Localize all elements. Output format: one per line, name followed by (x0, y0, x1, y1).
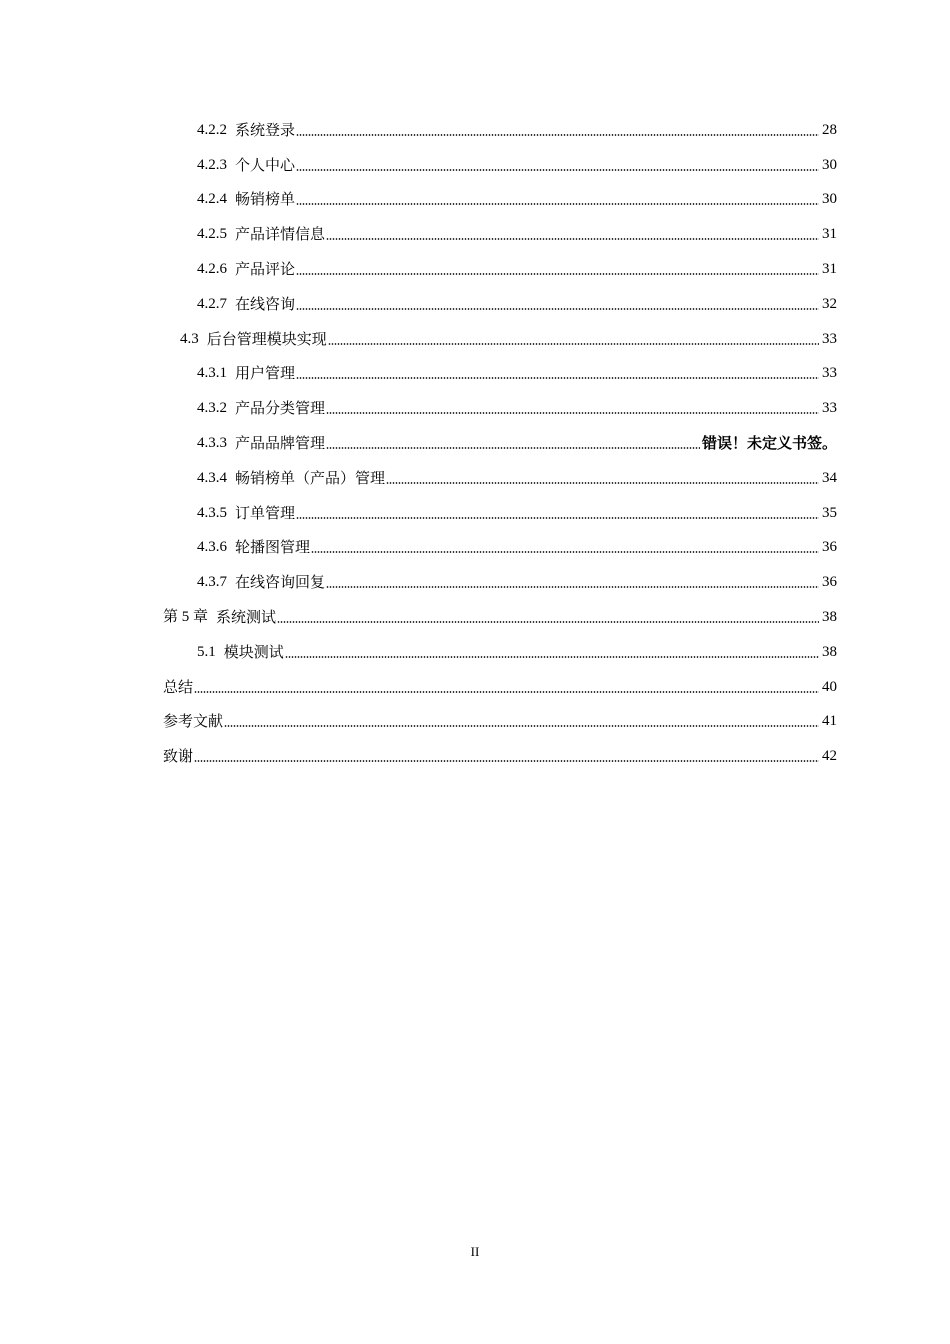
toc-entry-title: 产品评论 (235, 259, 296, 278)
toc-entry[interactable] (163, 667, 837, 702)
toc-entry-page: 40 (822, 678, 837, 695)
toc-entry[interactable] (163, 423, 837, 458)
toc-entry-title: 订单管理 (235, 503, 296, 522)
dot-leader (277, 621, 819, 623)
toc-entry-page: 31 (822, 226, 837, 243)
toc-entry-page: 30 (822, 191, 837, 208)
toc-entry[interactable] (163, 632, 837, 667)
toc-entry-number: 4.3.1 (197, 365, 227, 382)
toc-entry-page: 36 (822, 574, 837, 591)
toc-entry-number: 4.3.7 (197, 574, 227, 591)
toc-entry-page: 28 (822, 121, 837, 138)
toc-entry[interactable] (163, 180, 837, 215)
dot-leader (296, 308, 819, 310)
dot-leader (296, 273, 819, 275)
toc-entry-number: 4.3.4 (197, 469, 227, 486)
dot-leader (296, 377, 819, 379)
dot-leader (326, 586, 819, 588)
toc-entry-page: 38 (822, 608, 837, 625)
toc-entry-title: 模块测试 (223, 642, 284, 661)
dot-leader (326, 447, 700, 449)
toc-entry-page: 31 (822, 260, 837, 277)
toc-entry-title: 畅销榜单 (235, 190, 296, 209)
dot-leader (194, 691, 819, 693)
dot-leader (296, 517, 819, 519)
toc-entry-number: 4.3.2 (197, 400, 227, 417)
toc-entry-title: 后台管理模块实现 (206, 329, 327, 348)
toc-entry[interactable] (163, 110, 837, 145)
toc-entry[interactable] (163, 319, 837, 354)
toc-entry-number: 4.2.5 (197, 226, 227, 243)
toc-entry-title: 畅销榜单（产品）管理 (235, 468, 386, 487)
toc-entry-number: 4.2.2 (197, 121, 227, 138)
toc-entry-number: 4.3.6 (197, 539, 227, 556)
toc-entry[interactable] (163, 736, 837, 771)
dot-leader (386, 482, 819, 484)
toc-entry[interactable] (163, 284, 837, 319)
toc-entry-number: 4.3.5 (197, 504, 227, 521)
toc-entry-title: 总结 (163, 677, 194, 696)
toc-entry-error: 错误！未定义书签。 (701, 433, 837, 452)
toc-entry-number: 4.2.6 (197, 260, 227, 277)
toc-entry-page: 35 (822, 504, 837, 521)
toc-entry-page: 41 (822, 713, 837, 730)
toc-entry-title: 个人中心 (235, 155, 296, 174)
toc-entry-page: 33 (822, 330, 837, 347)
page-number: II (470, 1244, 480, 1259)
toc-entry[interactable] (163, 702, 837, 737)
toc-entry[interactable] (163, 214, 837, 249)
dot-leader (296, 203, 819, 205)
toc-entry[interactable] (163, 493, 837, 528)
toc-entry-number: 4.2.7 (197, 295, 227, 312)
toc-entry-title: 在线咨询 (235, 294, 296, 313)
toc-entry[interactable] (163, 354, 837, 389)
toc-entry-title: 产品详情信息 (235, 225, 326, 244)
toc-entry-title: 产品分类管理 (235, 399, 326, 418)
toc-entry-page: 30 (822, 156, 837, 173)
toc-entry[interactable] (163, 145, 837, 180)
toc-entry-title: 致谢 (163, 747, 194, 766)
toc-entry-page: 42 (822, 748, 837, 765)
dot-leader (296, 134, 819, 136)
toc-entry-number: 4.2.3 (197, 156, 227, 173)
dot-leader (328, 343, 819, 345)
toc-entry-title: 系统登录 (235, 120, 296, 139)
dot-leader (285, 656, 819, 658)
dot-leader (194, 760, 819, 762)
toc-entry[interactable] (163, 388, 837, 423)
toc-entry-number: 第 5 章 (163, 608, 209, 625)
dot-leader (224, 725, 819, 727)
dot-leader (326, 238, 819, 240)
toc-entry-page: 33 (822, 400, 837, 417)
toc-entry[interactable] (163, 458, 837, 493)
toc-entry[interactable] (163, 562, 837, 597)
toc-entry-page: 33 (822, 365, 837, 382)
toc-entry-title: 系统测试 (216, 607, 277, 626)
toc-entry-page: 38 (822, 643, 837, 660)
dot-leader (296, 169, 819, 171)
dot-leader (326, 412, 819, 414)
toc-entry-number: 5.1 (197, 643, 216, 660)
dot-leader (311, 551, 819, 553)
toc-entry-number: 4.3 (180, 330, 199, 347)
toc-entry[interactable] (163, 528, 837, 563)
toc-entry-title: 参考文献 (163, 712, 224, 731)
toc-entry[interactable] (163, 249, 837, 284)
toc-entry-number: 4.3.3 (197, 434, 227, 451)
toc-entry-page: 36 (822, 539, 837, 556)
toc-entry-title: 用户管理 (235, 364, 296, 383)
toc-entry[interactable] (163, 597, 837, 632)
table-of-contents (163, 110, 837, 771)
toc-entry-number: 4.2.4 (197, 191, 227, 208)
toc-entry-page: 32 (822, 295, 837, 312)
toc-entry-title: 在线咨询回复 (235, 573, 326, 592)
toc-entry-page: 34 (822, 469, 837, 486)
toc-entry-title: 轮播图管理 (235, 538, 311, 557)
toc-entry-title: 产品品牌管理 (235, 433, 326, 452)
